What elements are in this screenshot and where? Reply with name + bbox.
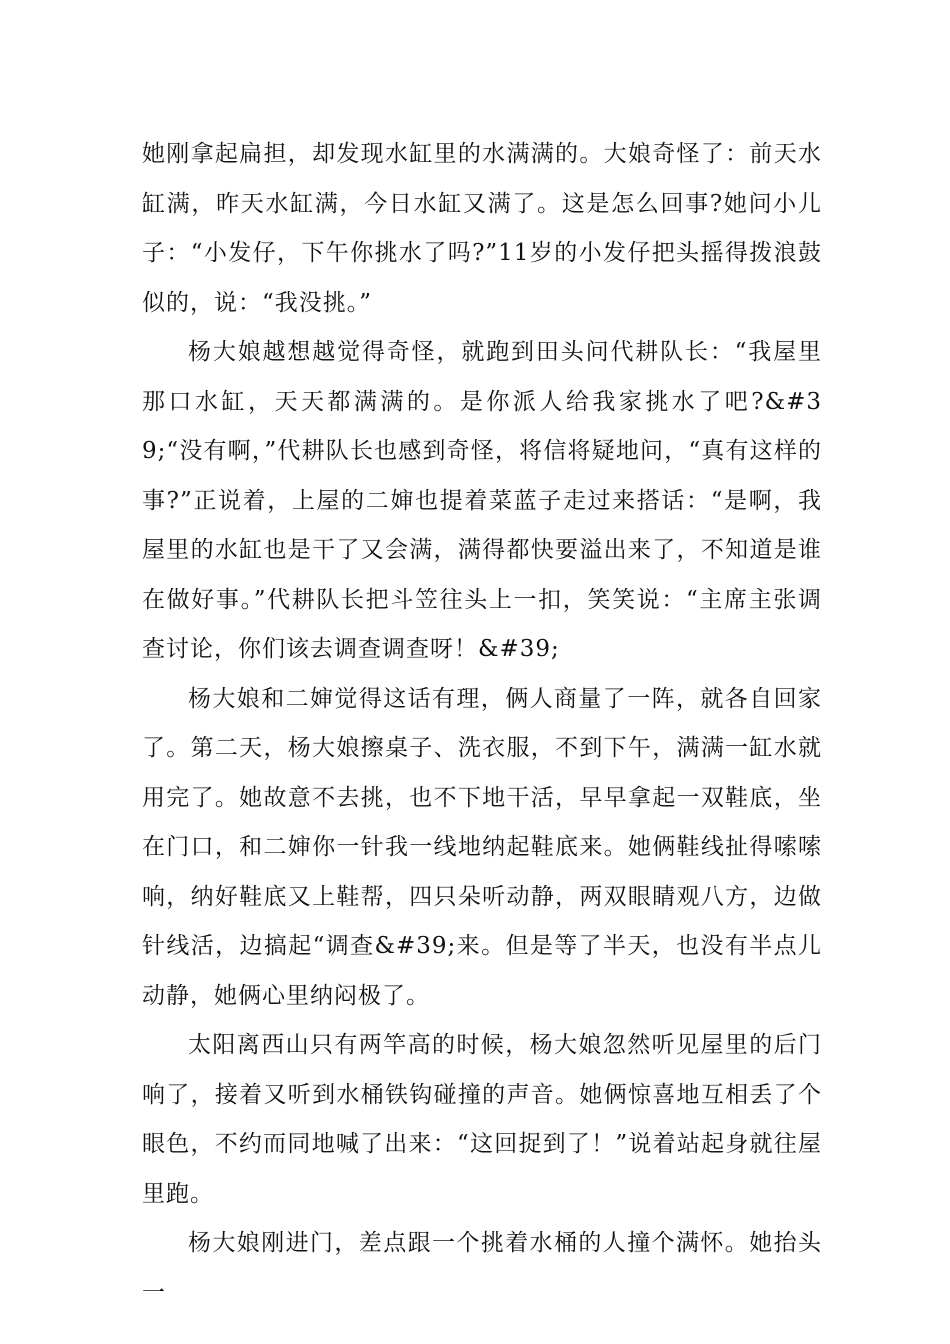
paragraph-1: 她刚拿起扁担，却发现水缸里的水满满的。大娘奇怪了：前天水缸满，昨天水缸满，今日水缸又满了。这是怎么回事?她问小儿子：“小发仔，下午你挑水了吗?”11岁的小发仔把头摇得拨浪鼓似的，说：“我没挑。” — [142, 141, 822, 316]
paragraph-2: 杨大娘越想越觉得奇怪，就跑到田头问代耕队长：“我屋里那口水缸，天天都满满的。是你派人给我家挑水了吧?&#39;“没有啊，”代耕队长也感到奇怪，将信将疑地问，“真有这样的事?”正说着，上屋的二婶也提着菜蓝子走过来搭话：“是啊，我屋里的水缸也是干了又会满，满得都快要溢出来了，不知道是谁在做好事。”代耕队长把斗笠往头上一扣，笑笑说：“主席主张调查讨论，你们该去调查调查呀！&#39; — [142, 339, 822, 662]
document-body — [142, 130, 822, 1318]
paragraph-4: 太阳离西山只有两竿高的时候，杨大娘忽然听见屋里的后门响了，接着又听到水桶铁钩碰撞的声音。她俩惊喜地互相丢了个眼色，不约而同地喊了出来：“这回捉到了！”说着站起身就往屋里跑。 — [142, 1032, 822, 1207]
paragraph-3: 杨大娘和二婶觉得这话有理，俩人商量了一阵，就各自回家了。第二天，杨大娘擦桌子、洗衣服，不到下午，满满一缸水就用完了。她故意不去挑，也不下地干活，早早拿起一双鞋底，坐在门口，和二婶你一针我一线地纳起鞋底来。她俩鞋线扯得嗦嗦响，纳好鞋底又上鞋帮，四只朵听动静，两双眼睛观八方，边做针线活，边搞起“调查&#39;来。但是等了半天，也没有半点儿动静，她俩心里纳闷极了。 — [142, 685, 822, 1009]
paragraph-5: 杨大娘刚进门，差点跟一个挑着水桶的人撞个满怀。她抬头一 — [142, 1230, 822, 1306]
